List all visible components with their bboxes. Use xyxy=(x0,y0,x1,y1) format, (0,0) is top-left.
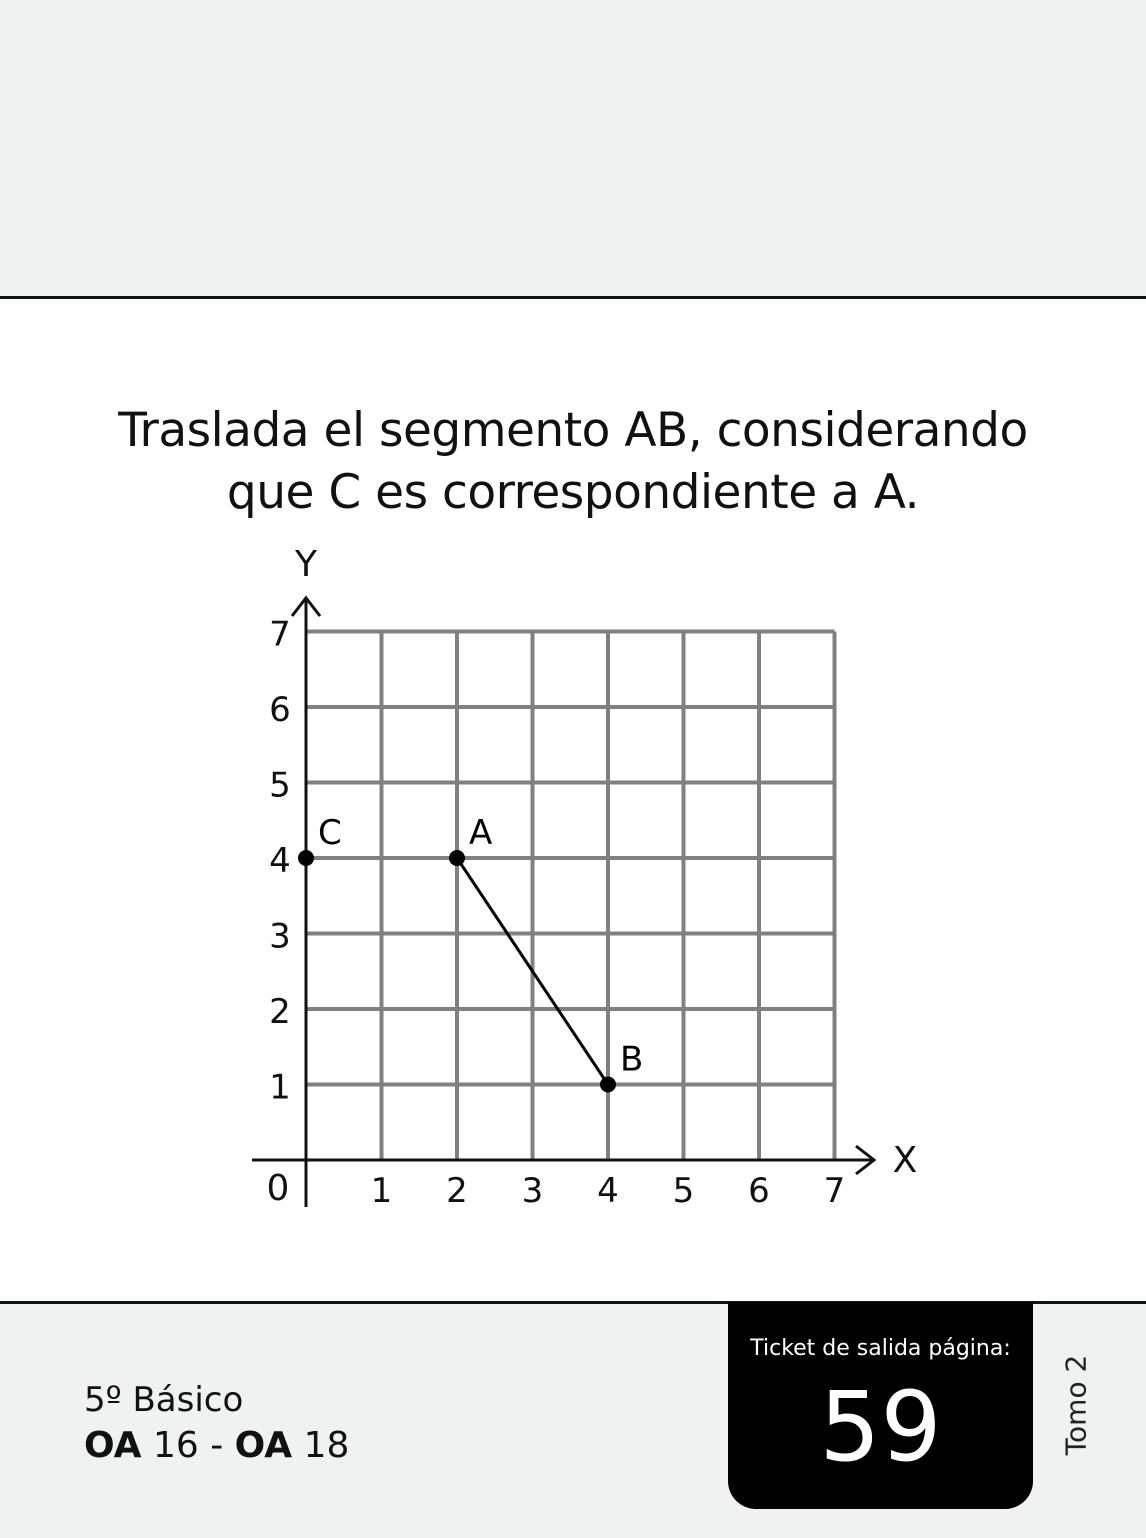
y-tick-label: 3 xyxy=(269,916,291,957)
x-tick-label: 5 xyxy=(672,1171,695,1211)
y-tick-label: 6 xyxy=(269,690,291,730)
y-axis-label: Y xyxy=(295,544,317,585)
top-band xyxy=(0,0,1146,299)
x-tick-label: 4 xyxy=(597,1171,619,1211)
oa-number-2: 18 xyxy=(292,1425,350,1466)
x-axis-label: X xyxy=(892,1140,918,1181)
learning-objectives xyxy=(84,1425,349,1467)
y-tick-label: 1 xyxy=(269,1067,291,1108)
x-tick-label: 2 xyxy=(446,1171,468,1211)
x-tick-label: 7 xyxy=(823,1171,846,1211)
x-tick-label: 6 xyxy=(748,1171,770,1211)
origin-label: 0 xyxy=(266,1168,290,1209)
oa-prefix-1: OA xyxy=(84,1425,142,1466)
instruction-text xyxy=(0,400,1146,524)
y-tick-label: 5 xyxy=(269,765,291,806)
coordinate-plane xyxy=(0,520,1146,1260)
point-c xyxy=(298,850,314,866)
instruction-line-1: Traslada el segmento AB, considerando xyxy=(118,403,1028,458)
point-label-a: A xyxy=(469,813,493,853)
oa-prefix-2: OA xyxy=(234,1425,293,1466)
point-b xyxy=(600,1077,616,1093)
grade-label: 5º Básico xyxy=(84,1380,244,1420)
y-tick-label: 2 xyxy=(269,992,291,1032)
instruction-line-2: que C es correspondiente a A. xyxy=(226,465,920,520)
ticket-label: Ticket de salida página: xyxy=(750,1336,1011,1361)
volume-label: Tomo 2 xyxy=(1059,1354,1093,1456)
ticket-page-number: 59 xyxy=(819,1371,942,1483)
x-tick-label: 1 xyxy=(370,1171,393,1211)
y-tick-label: 4 xyxy=(269,841,291,881)
point-label-c: C xyxy=(318,813,342,853)
point-label-b: B xyxy=(620,1039,644,1080)
exit-ticket-box xyxy=(728,1302,1033,1509)
y-tick-label: 7 xyxy=(269,614,291,655)
oa-number-1: 16 - xyxy=(141,1425,235,1466)
point-a xyxy=(449,850,465,866)
x-tick-label: 3 xyxy=(521,1171,544,1211)
